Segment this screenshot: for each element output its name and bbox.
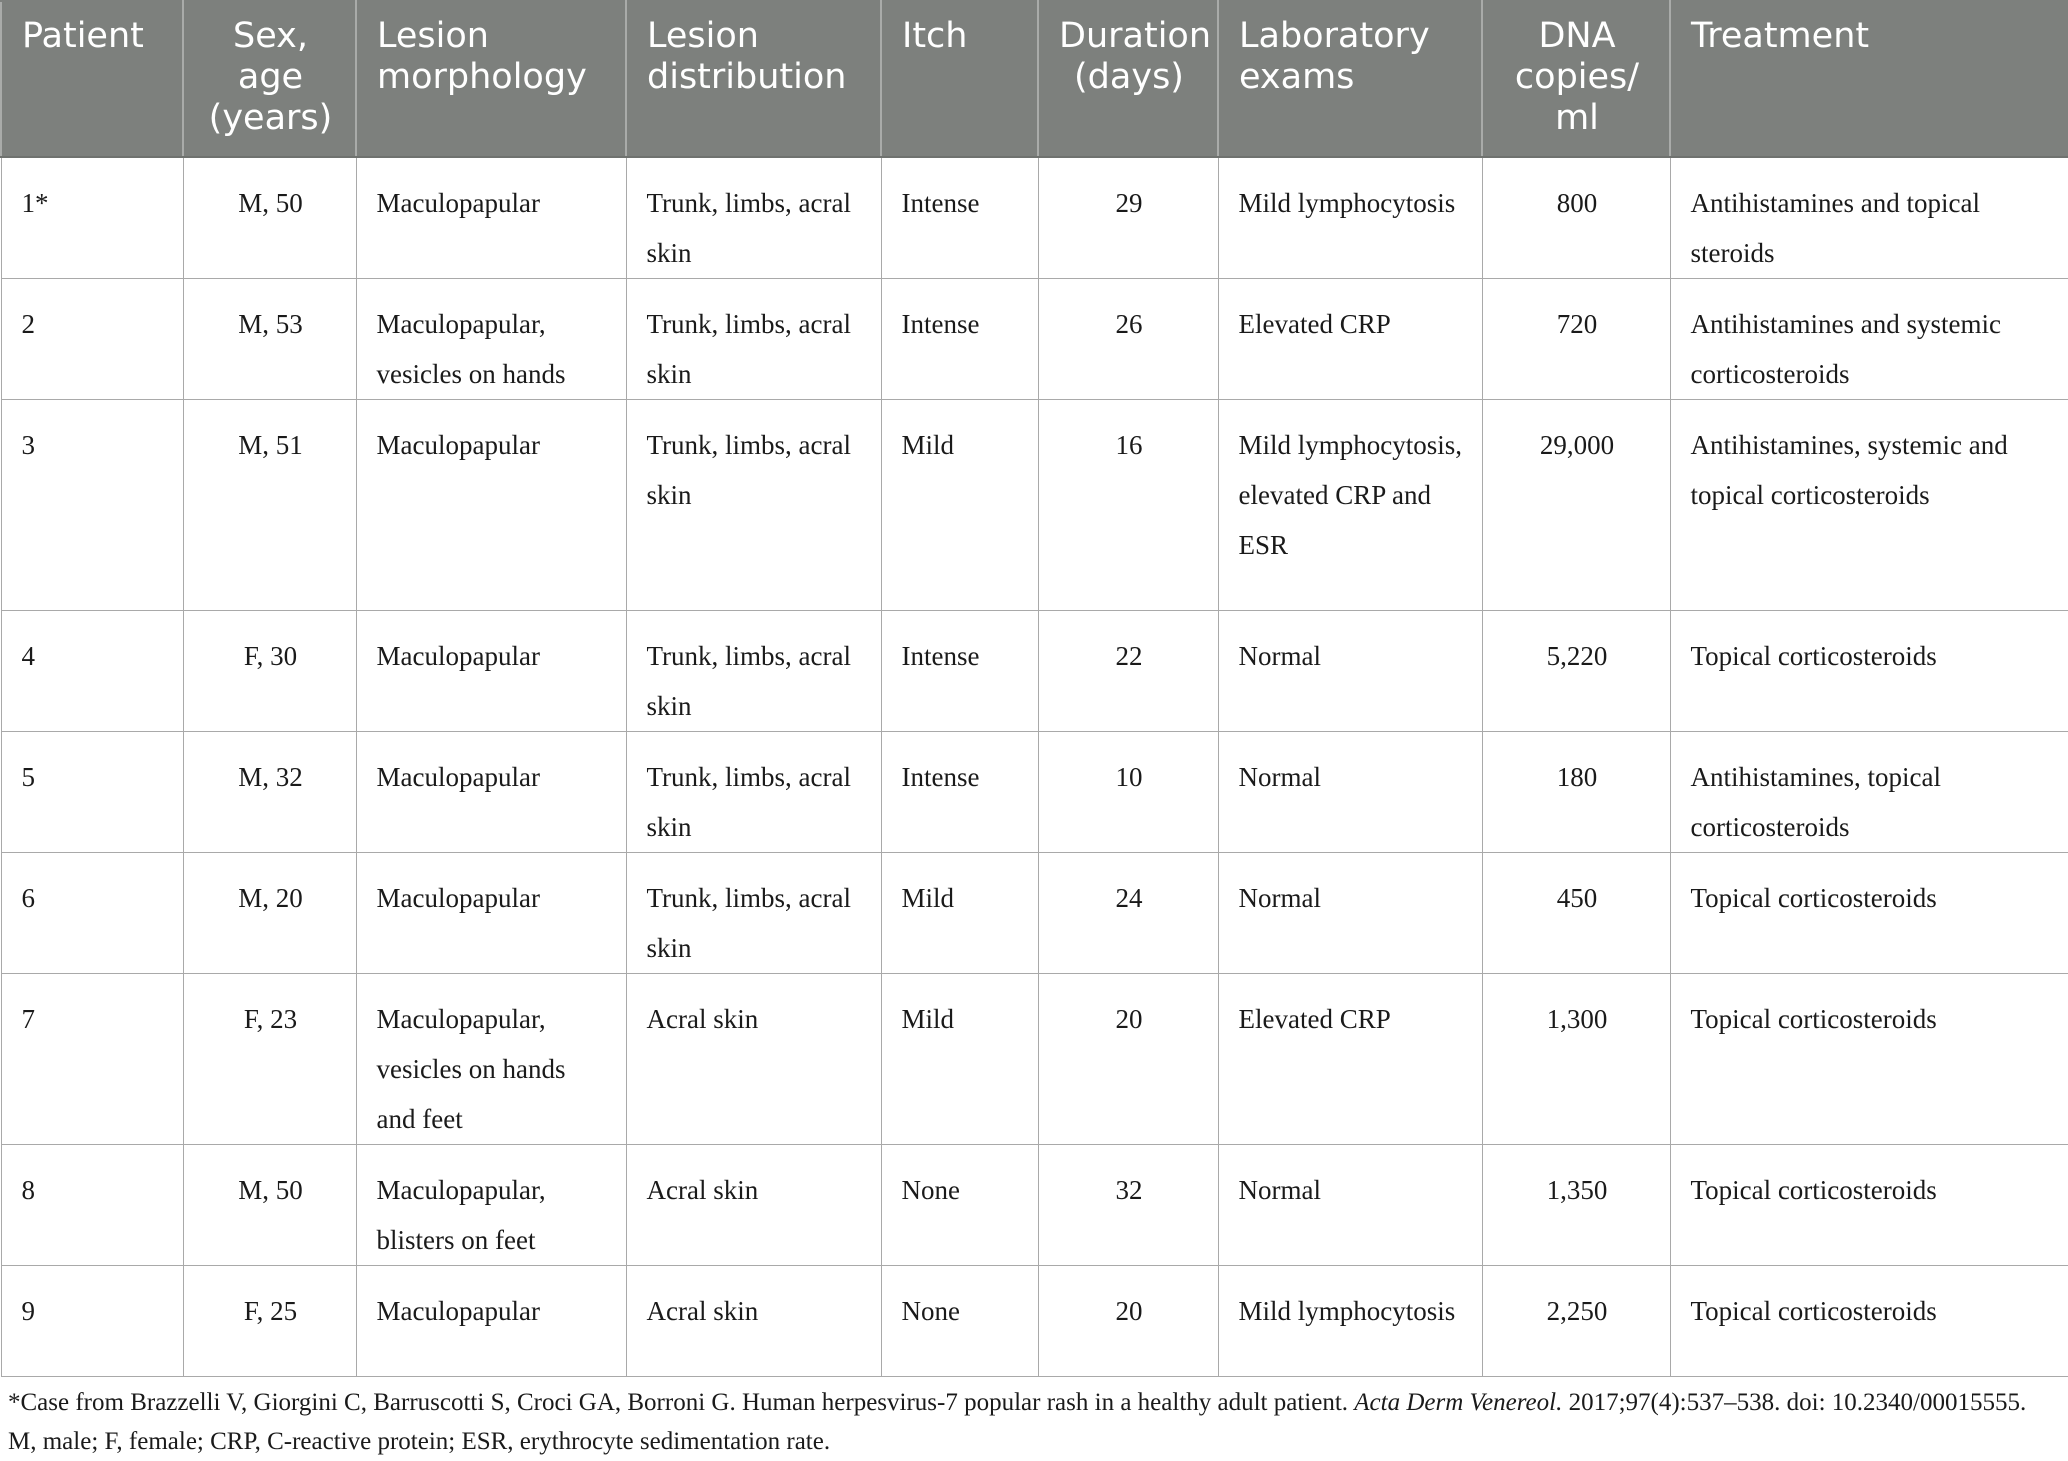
cell-dna-copies: 450 — [1482, 853, 1670, 974]
cell-lesion-morphology: Maculopapular — [356, 1266, 626, 1377]
cell-duration: 32 — [1038, 1145, 1218, 1266]
cell-dna-copies: 180 — [1482, 732, 1670, 853]
cell-sex-age: M, 50 — [183, 1145, 356, 1266]
cell-itch: Mild — [881, 400, 1038, 611]
cell-lesion-distribution: Acral skin — [626, 1145, 881, 1266]
cell-lesion-morphology: Maculopapular — [356, 611, 626, 732]
cell-sex-age: M, 32 — [183, 732, 356, 853]
table-row — [1, 279, 2068, 400]
header-lesion-distribution: Lesion distribution — [626, 1, 881, 157]
cell-laboratory-exams: Mild lymphocytosis — [1218, 1266, 1482, 1377]
cell-sex-age: M, 50 — [183, 157, 356, 279]
cell-treatment: Antihistamines and systemic corticosteroids — [1670, 279, 2068, 400]
cell-lesion-morphology: Maculopapular — [356, 400, 626, 611]
cell-duration: 24 — [1038, 853, 1218, 974]
cell-lesion-morphology: Maculopapular, vesicles on hands — [356, 279, 626, 400]
cell-itch: None — [881, 1266, 1038, 1377]
cell-lesion-distribution: Acral skin — [626, 974, 881, 1145]
cell-laboratory-exams: Elevated CRP — [1218, 279, 1482, 400]
cell-lesion-morphology: Maculopapular — [356, 853, 626, 974]
header-lesion-morphology: Lesion morphology — [356, 1, 626, 157]
cell-dna-copies: 29,000 — [1482, 400, 1670, 611]
cell-sex-age: M, 53 — [183, 279, 356, 400]
cell-patient: 5 — [1, 732, 183, 853]
cell-lesion-distribution: Trunk, limbs, acral skin — [626, 400, 881, 611]
cell-duration: 26 — [1038, 279, 1218, 400]
header-duration: Duration (days) — [1038, 1, 1218, 157]
table-row — [1, 853, 2068, 974]
cell-lesion-distribution: Trunk, limbs, acral skin — [626, 732, 881, 853]
cell-duration: 22 — [1038, 611, 1218, 732]
cell-lesion-distribution: Trunk, limbs, acral skin — [626, 611, 881, 732]
footnote-abbreviations: M, male; F, female; CRP, C-reactive protein; ESR, erythrocyte sedimentation rate. — [8, 1428, 831, 1455]
cell-duration: 10 — [1038, 732, 1218, 853]
cell-treatment: Topical corticosteroids — [1670, 853, 2068, 974]
cell-patient: 7 — [1, 974, 183, 1145]
cell-itch: Intense — [881, 157, 1038, 279]
cell-laboratory-exams: Normal — [1218, 611, 1482, 732]
table-row — [1, 157, 2068, 279]
cell-itch: None — [881, 1145, 1038, 1266]
cell-lesion-morphology: Maculopapular — [356, 732, 626, 853]
cell-patient: 1* — [1, 157, 183, 279]
cell-treatment: Topical corticosteroids — [1670, 1145, 2068, 1266]
cell-patient: 8 — [1, 1145, 183, 1266]
footnote-journal: Acta Derm Venereol. — [1354, 1389, 1563, 1416]
footnote-case-source — [8, 1383, 2060, 1422]
cell-treatment: Topical corticosteroids — [1670, 611, 2068, 732]
cell-itch: Mild — [881, 974, 1038, 1145]
cell-sex-age: M, 20 — [183, 853, 356, 974]
cell-lesion-morphology: Maculopapular, vesicles on hands and feet — [356, 974, 626, 1145]
table-row — [1, 1145, 2068, 1266]
cell-itch: Intense — [881, 611, 1038, 732]
table-row — [1, 732, 2068, 853]
cell-itch: Intense — [881, 279, 1038, 400]
cell-laboratory-exams: Normal — [1218, 732, 1482, 853]
cell-itch: Intense — [881, 732, 1038, 853]
cell-treatment: Topical corticosteroids — [1670, 1266, 2068, 1377]
cell-lesion-distribution: Acral skin — [626, 1266, 881, 1377]
header-laboratory-exams: Laboratory exams — [1218, 1, 1482, 157]
cell-treatment: Antihistamines, topical corticosteroids — [1670, 732, 2068, 853]
cell-duration: 29 — [1038, 157, 1218, 279]
cell-treatment: Topical corticosteroids — [1670, 974, 2068, 1145]
cell-lesion-morphology: Maculopapular, blisters on feet — [356, 1145, 626, 1266]
header-sex-age: Sex, age (years) — [183, 1, 356, 157]
table-row — [1, 400, 2068, 611]
cell-dna-copies: 720 — [1482, 279, 1670, 400]
cell-dna-copies: 1,300 — [1482, 974, 1670, 1145]
header-patient: Patient — [1, 1, 183, 157]
cell-dna-copies: 1,350 — [1482, 1145, 1670, 1266]
cell-duration: 20 — [1038, 1266, 1218, 1377]
cell-patient: 6 — [1, 853, 183, 974]
header-row — [1, 1, 2068, 157]
header-treatment: Treatment — [1670, 1, 2068, 157]
table-row — [1, 974, 2068, 1145]
cell-patient: 4 — [1, 611, 183, 732]
footnote-case-prefix: *Case from Brazzelli V, Giorgini C, Barruscotti S, Croci GA, Borroni G. Human herpesvirus-7 popular rash in a healthy adult patient. — [8, 1389, 1349, 1416]
cell-lesion-distribution: Trunk, limbs, acral skin — [626, 279, 881, 400]
cell-treatment: Antihistamines, systemic and topical corticosteroids — [1670, 400, 2068, 611]
cell-sex-age: F, 25 — [183, 1266, 356, 1377]
header-itch: Itch — [881, 1, 1038, 157]
cell-laboratory-exams: Normal — [1218, 1145, 1482, 1266]
cell-patient: 3 — [1, 400, 183, 611]
cell-sex-age: F, 30 — [183, 611, 356, 732]
table-footnotes — [0, 1383, 2068, 1461]
header-dna-copies: DNA copies/ ml — [1482, 1, 1670, 157]
cell-lesion-morphology: Maculopapular — [356, 157, 626, 279]
cell-laboratory-exams: Mild lymphocytosis — [1218, 157, 1482, 279]
cell-sex-age: M, 51 — [183, 400, 356, 611]
cell-patient: 9 — [1, 1266, 183, 1377]
cell-lesion-distribution: Trunk, limbs, acral skin — [626, 157, 881, 279]
cell-laboratory-exams: Normal — [1218, 853, 1482, 974]
cell-sex-age: F, 23 — [183, 974, 356, 1145]
cell-itch: Mild — [881, 853, 1038, 974]
cell-patient: 2 — [1, 279, 183, 400]
cell-dna-copies: 5,220 — [1482, 611, 1670, 732]
cell-lesion-distribution: Trunk, limbs, acral skin — [626, 853, 881, 974]
cell-treatment: Antihistamines and topical steroids — [1670, 157, 2068, 279]
cell-dna-copies: 800 — [1482, 157, 1670, 279]
cell-laboratory-exams: Elevated CRP — [1218, 974, 1482, 1145]
cell-laboratory-exams: Mild lymphocytosis, elevated CRP and ESR — [1218, 400, 1482, 611]
cell-dna-copies: 2,250 — [1482, 1266, 1670, 1377]
cell-duration: 20 — [1038, 974, 1218, 1145]
table-row — [1, 1266, 2068, 1377]
table-row — [1, 611, 2068, 732]
cell-duration: 16 — [1038, 400, 1218, 611]
footnote-case-suffix: 2017;97(4):537–538. doi: 10.2340/00015555. — [1568, 1389, 2027, 1416]
